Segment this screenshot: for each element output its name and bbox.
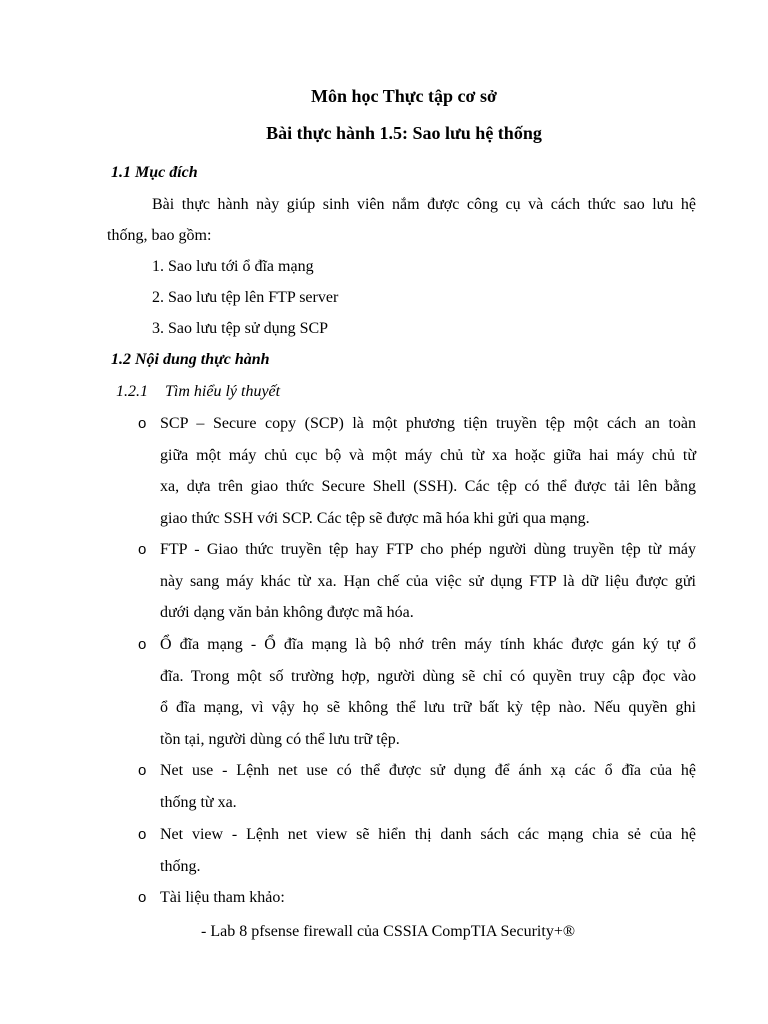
bullet-marker: o <box>138 762 147 779</box>
subsection-title: Tìm hiểu lý thuyết <box>165 383 281 400</box>
bullet-text-line: này sang máy khác từ xa. Hạn chế của việc sử dụng FTP là dữ liệu được gửi <box>160 573 696 590</box>
bullet-marker: o <box>138 826 147 843</box>
bullet-marker: o <box>138 541 147 558</box>
bullet-text-line: xa, dựa trên giao thức Secure Shell (SSH). Các tệp có thể được tải lên bằng <box>160 478 696 495</box>
bullet-text-line: FTP - Giao thức truyền tệp hay FTP cho phép người dùng truyền tệp từ máy <box>160 541 696 558</box>
subsection-number: 1.2.1 <box>116 383 148 400</box>
bullet-text-line: Net view - Lệnh net view sẽ hiển thị danh sách các mạng chia sẻ của hệ <box>160 826 696 843</box>
purpose-intro-line-1: Bài thực hành này giúp sinh viên nắm được công cụ và cách thức sao lưu hệ <box>152 196 696 213</box>
purpose-list-item: 2. Sao lưu tệp lên FTP server <box>152 289 339 306</box>
bullet-text-line: dưới dạng văn bản không được mã hóa. <box>160 604 414 621</box>
bullet-text-line: Ổ đĩa mạng - Ổ đĩa mạng là bộ nhớ trên máy tính khác được gán ký tự ổ <box>160 636 696 653</box>
bullet-text-line: đĩa. Trong một số trường hợp, người dùng sẽ chỉ có quyền truy cập đọc vào <box>160 668 696 685</box>
purpose-list-item: 3. Sao lưu tệp sử dụng SCP <box>152 320 329 337</box>
bullet-text-line: Tài liệu tham khảo: <box>160 889 285 906</box>
lab-title: Bài thực hành 1.5: Sao lưu hệ thống <box>266 123 542 143</box>
purpose-list-item: 1. Sao lưu tới ổ đĩa mạng <box>152 258 314 275</box>
section-heading-content: 1.2 Nội dung thực hành <box>111 351 270 368</box>
course-title: Môn học Thực tập cơ sở <box>311 86 497 106</box>
bullet-marker: o <box>138 415 147 432</box>
bullet-text-line: Net use - Lệnh net use có thể được sử dụng để ánh xạ các ổ đĩa của hệ <box>160 762 696 779</box>
section-heading-purpose: 1.1 Mục đích <box>111 164 198 181</box>
bullet-text-line: thống. <box>160 858 201 875</box>
bullet-text-line: SCP – Secure copy (SCP) là một phương tiện truyền tệp một cách an toàn <box>160 415 696 432</box>
bullet-text-line: thống từ xa. <box>160 794 237 811</box>
bullet-marker: o <box>138 636 147 653</box>
bullet-text-line: giao thức SSH với SCP. Các tệp sẽ được mã hóa khi gửi qua mạng. <box>160 510 590 527</box>
bullet-text-line: tồn tại, người dùng có thể lưu trữ tệp. <box>160 731 400 748</box>
reference-item: - Lab 8 pfsense firewall của CSSIA CompTIA Security+® <box>201 923 575 940</box>
purpose-intro-line-2: thống, bao gồm: <box>107 227 212 244</box>
bullet-text-line: giữa một máy chủ cục bộ và một máy chủ từ xa hoặc giữa hai máy chủ từ <box>160 447 696 464</box>
bullet-marker: o <box>138 889 147 906</box>
bullet-text-line: ổ đĩa mạng, vì vậy họ sẽ không thể lưu trữ bất kỳ tệp nào. Nếu quyền ghi <box>160 699 696 716</box>
